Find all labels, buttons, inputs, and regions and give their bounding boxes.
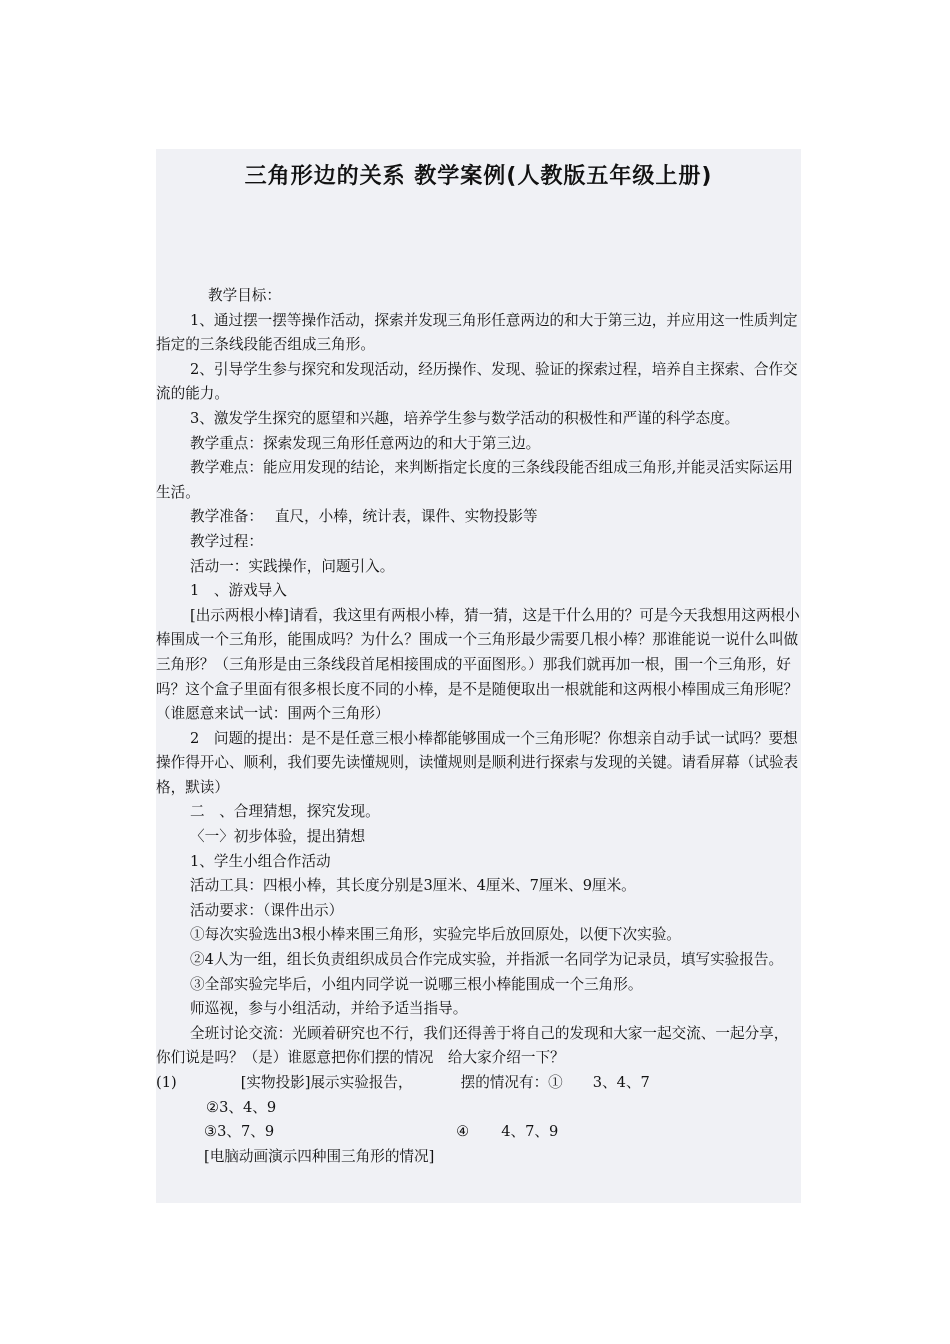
case-2: ②3、4、9 bbox=[206, 1098, 277, 1116]
case-1: 3、4、7 bbox=[592, 1074, 650, 1091]
paragraph-goal-1: 1、通过摆一摆等操作活动，探索并发现三角形任意两边的和大于第三边，并应用这一性质判定指定的三条线段能否组成三角形。 bbox=[156, 311, 798, 354]
case-2-row bbox=[156, 1096, 801, 1121]
paragraph-process: 教学过程： bbox=[190, 532, 263, 550]
case-4-mark: ④ bbox=[456, 1123, 470, 1141]
document-page bbox=[156, 149, 801, 1203]
document-body bbox=[156, 284, 801, 1169]
paragraph-goal-2: 2、引导学生参与探究和发现活动，经历操作、发现、验证的探索过程，培养自主探索、合作交流的能力。 bbox=[156, 360, 798, 403]
animation-line: [电脑动画演示四种围三角形的情况] bbox=[204, 1147, 435, 1165]
list-row-1 bbox=[156, 1071, 801, 1096]
page-title: 三角形边的关系 教学案例(人教版五年级上册) bbox=[244, 164, 713, 189]
case-3: ③3、7、9 bbox=[204, 1123, 275, 1141]
paragraph-tools: 活动工具：四根小棒，其长度分别是3厘米、4厘米、7厘米、9厘米。 bbox=[190, 877, 636, 895]
case-3-4-row bbox=[156, 1120, 801, 1145]
paragraph-section-2: 二 、合理猜想，探究发现。 bbox=[190, 803, 380, 821]
paragraph-rule-2: ②4人为一组，组长负责组织成员合作完成实验，并指派一名同学为记录员，填写实验报告。 bbox=[190, 951, 784, 969]
animation-line-row bbox=[156, 1145, 801, 1170]
paragraph-key-point: 教学重点：探索发现三角形任意两边的和大于第三边。 bbox=[190, 434, 541, 452]
list-number: (1) bbox=[156, 1074, 177, 1091]
list-text: [实物投影]展示实验报告， bbox=[240, 1074, 413, 1091]
case-4: 4、7、9 bbox=[501, 1123, 559, 1141]
paragraph-teacher-patrol: 师巡视，参与小组活动，并给予适当指导。 bbox=[190, 1000, 468, 1018]
paragraph-rule-3: ③全部实验完毕后，小组内同学说一说哪三根小棒能围成一个三角形。 bbox=[190, 975, 643, 993]
paragraph-goals-heading: 教学目标： bbox=[208, 287, 281, 304]
paragraph-preparation: 教学准备： 直尺，小棒，统计表，课件、实物投影等 bbox=[190, 508, 538, 526]
paragraph-goal-3: 3、激发学生探究的愿望和兴趣，培养学生参与数学活动的积极性和严谨的科学态度。 bbox=[190, 409, 740, 427]
paragraph-difficulty: 教学难点：能应用发现的结论，来判断指定长度的三条线段能否组成三角形,并能灵活实际运用生活。 bbox=[156, 459, 793, 501]
paragraph-group-activity: 1、学生小组合作活动 bbox=[190, 852, 331, 870]
paragraph-game-intro: 1 、游戏导入 bbox=[190, 582, 287, 600]
paragraph-rule-1: ①每次实验选出3根小棒来围三角形，实验完毕后放回原处，以便下次实验。 bbox=[190, 926, 681, 944]
list-label: 摆的情况有：① bbox=[460, 1074, 563, 1091]
paragraph-requirements: 活动要求：（课件出示） bbox=[190, 901, 344, 919]
paragraph-question: 2 问题的提出：是不是任意三根小棒都能够围成一个三角形呢？你想亲自动手试一试吗？要想操作得开心、顺利，我们要先读懂规则，读懂规则是顺利进行探索与发现的关键。请看屏幕（试验表格，默读） bbox=[156, 729, 799, 796]
paragraph-two-sticks: [出示两根小棒]请看，我这里有两根小棒，猜一猜，这是干什么用的？可是今天我想用这两根小棒围成一个三角形，能围成吗？为什么？围成一个三角形最少需要几根小棒？那谁能说一说什么叫做三角形？（三角形是由三条线段首尾相接围成的平面图形。）那我们就再加一根，围一个三角形，好吗？这个盒子里面有很多根长度不同的小棒，是不是随便取出一根就能和这两根小棒围成三角形呢？（谁愿意来试一试：围两个三角形） bbox=[156, 606, 800, 723]
paragraph-sub-1: 〈一〉初步体验，提出猜想 bbox=[190, 828, 366, 846]
paragraph-activity-1: 活动一：实践操作，问题引入。 bbox=[190, 557, 395, 575]
paragraph-class-discussion: 全班讨论交流：光顾着研究也不行，我们还得善于将自己的发现和大家一起交流、一起分享，你们说是吗？（是）谁愿意把你们摆的情况 给大家介绍一下？ bbox=[156, 1024, 789, 1067]
